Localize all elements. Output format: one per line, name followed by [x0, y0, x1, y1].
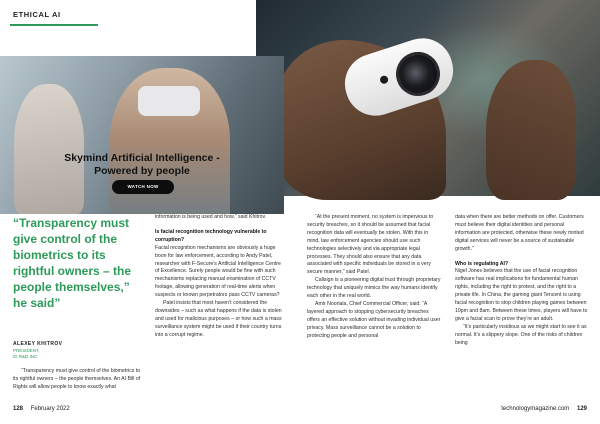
body-column-3 [307, 214, 441, 341]
page-number-right: 129 [576, 406, 587, 412]
video-title-line2: Powered by people [94, 165, 190, 177]
camera-lens [390, 46, 445, 101]
issue-date: February 2022 [30, 406, 70, 412]
site-url[interactable]: technologymagazine.com [501, 406, 570, 412]
paragraph: information is being used and how,” said Khitrov. [155, 214, 267, 220]
paragraph: “It’s particularly insidious as we might start to see it as normal. It’s a slippery slope. One of the risks of children being [455, 323, 587, 346]
author-role [13, 348, 40, 360]
author-role-line2: ID R&D INC [13, 354, 38, 359]
camera-photo [256, 0, 600, 196]
paragraph: data when there are better methods on offer. Customers must believe their digital identities and personal information are protected, otherwise these newly minted digital services will never be a source of sustainable growth.” [455, 214, 584, 252]
paragraph: “Transparency must give control of the biometrics to its rightful owners – the people themselves. An AI Bill of Rights will allow people to know exactly what [13, 368, 141, 390]
body-column-1 [13, 368, 141, 392]
section-tag: ETHICAL AI [13, 10, 61, 19]
paragraph: “At the present moment, no system is impervious to security breaches, so it should be assumed that facial recognition data will eventually be stolen. With this in mind, law enforcement agencies should use such technologies selectively and via appropriate legal processes. They should also ensure that any data associated with specific individuals be stored in a very secure manner,” said Patel. [307, 214, 434, 276]
video-card[interactable] [0, 56, 284, 214]
footer-left [13, 406, 70, 412]
paragraph: Nigel Jones believes that the use of facial recognition software has real implications for fundamental human rights, including the right to protest, and the right to a private life. In China, the gaming giant Tencent is using facial recognition to stop children playing games between 10pm and 8am. Between these times, players will have to give a facial scan to prove they’re an adult. [455, 268, 588, 322]
video-title-line1: Skymind Artificial Intelligence - [64, 152, 220, 164]
page-number-left: 128 [13, 406, 24, 412]
paragraph: Amir Nooriala, Chief Commercial Officer, said: “A layered approach to stopping cybersecurity breaches offers an effective solution without invading individual user privacy. Mass surveillance cannot be a solution to protecting people and personal [307, 300, 441, 339]
subheading: Who is regulating AI? [455, 260, 509, 267]
watch-now-button[interactable]: WATCH NOW [112, 180, 174, 194]
video-figure-child [14, 84, 84, 214]
pull-quote: “Transparency must give control of the biometrics to its rightful owners – the people themselves,” he said” [13, 216, 132, 310]
paragraph: Callsign is a pioneering digital trust through proprietary technology that uniquely mimics the way humans identify each other in the real world. [307, 277, 441, 300]
photo-hand [486, 60, 576, 200]
footer-right [501, 406, 587, 412]
paragraph: Patel insists that most haven’t considered the downsides – such as what happens if the data is stolen and used for malicious purposes – or how such a mass surveillance system might be used if their country turns into a corrupt regime. [155, 300, 282, 338]
author-role-line1: PRESIDENT, [13, 348, 40, 353]
subheading: Is facial recognition technology vulnerable to corruption? [155, 228, 267, 243]
vr-headset-icon [138, 86, 200, 116]
paragraph: Facial recognition mechanisms are obviously a huge boon for law enforcement, according to Andy Patel, researcher with F-Secure’s Artificial Intelligence Centre of Excellence. Surely people would be fine with such mechanisms replacing manual examination of CCTV footage, allowing generation of real-time alerts when suspects or known perpetrators pass CCTV cameras? [155, 244, 281, 299]
body-column-4 [455, 214, 589, 348]
section-rule [10, 24, 98, 26]
video-title [0, 152, 284, 178]
author-name: ALEXEY KHITROV [13, 341, 63, 347]
body-column-2 [155, 214, 283, 340]
camera-sensor [379, 75, 389, 85]
